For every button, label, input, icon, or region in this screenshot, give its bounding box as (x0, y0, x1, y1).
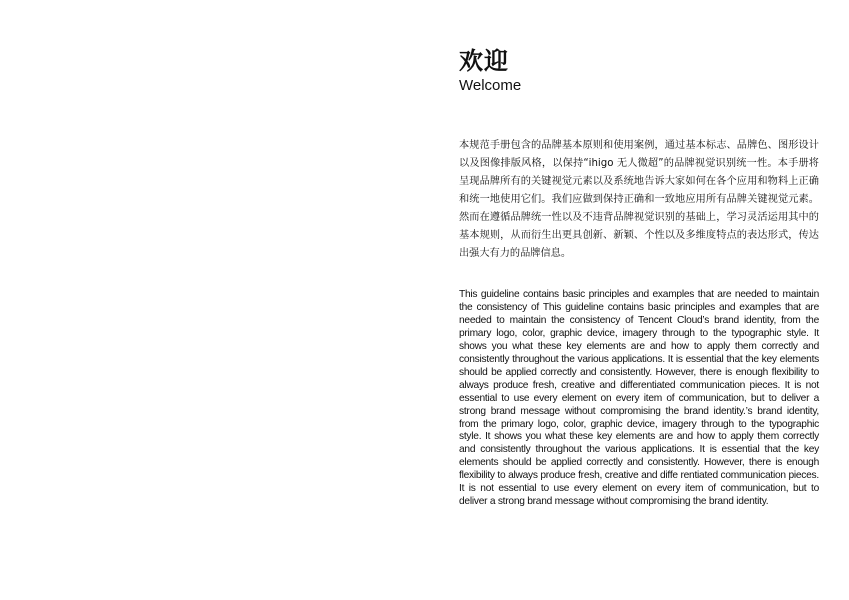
intro-paragraph-english: This guideline contains basic principles and examples that are needed to maintain the consistency of This guideline contains basic principles and examples that are needed to maintain the consistency of Tencent Cloud’s brand identity, from the primary logo, color, graphic device, imagery through to the typographic style. It shows you what these key elements are and how to apply them correctly and consistently throughout the various applications. It is essential that the key elements should be applied correctly and consistently. However, there is enough flexibility to always produce fresh, creative and differentiated communication pieces. It is not essential to use every element on every item of communication, but to deliver a strong brand message without compromising the brand identity.’s brand identity, from the primary logo, color, graphic device, imagery through to the typographic style. It shows you what these key elements are and how to apply them correctly and consistently throughout the various applications. It is essential that the key elements should be applied correctly and consistently. However, there is enough flexibility to always produce fresh, creative and diffe rentiated communication pieces. It is not essential to use every element on every item of communication, but to deliver a strong brand message without compromising the brand identity. (459, 289, 819, 508)
intro-paragraph-chinese: 本规范手册包含的品牌基本原则和使用案例，通过基本标志、品牌色、图形设计以及图像排版风格，以保持“ihigo 无人微超”的品牌视觉识别统一性。本手册将呈现品牌所有的关键视觉元素以及系统地告诉大家如何在各个应用和物料上正确和统一地使用它们。我们应做到保持正确和一致地应用所有品牌关键视觉元素。然而在遵循品牌统一性以及不违背品牌视觉识别的基础上，学习灵活运用其中的基本规则，从而衍生出更具创新、新颖、个性以及多维度特点的表达形式，传达出强大有力的品牌信息。 (459, 140, 819, 259)
page-title-english: Welcome (459, 77, 522, 94)
welcome-section (459, 45, 819, 509)
page-title-chinese: 欢迎 (459, 47, 509, 75)
